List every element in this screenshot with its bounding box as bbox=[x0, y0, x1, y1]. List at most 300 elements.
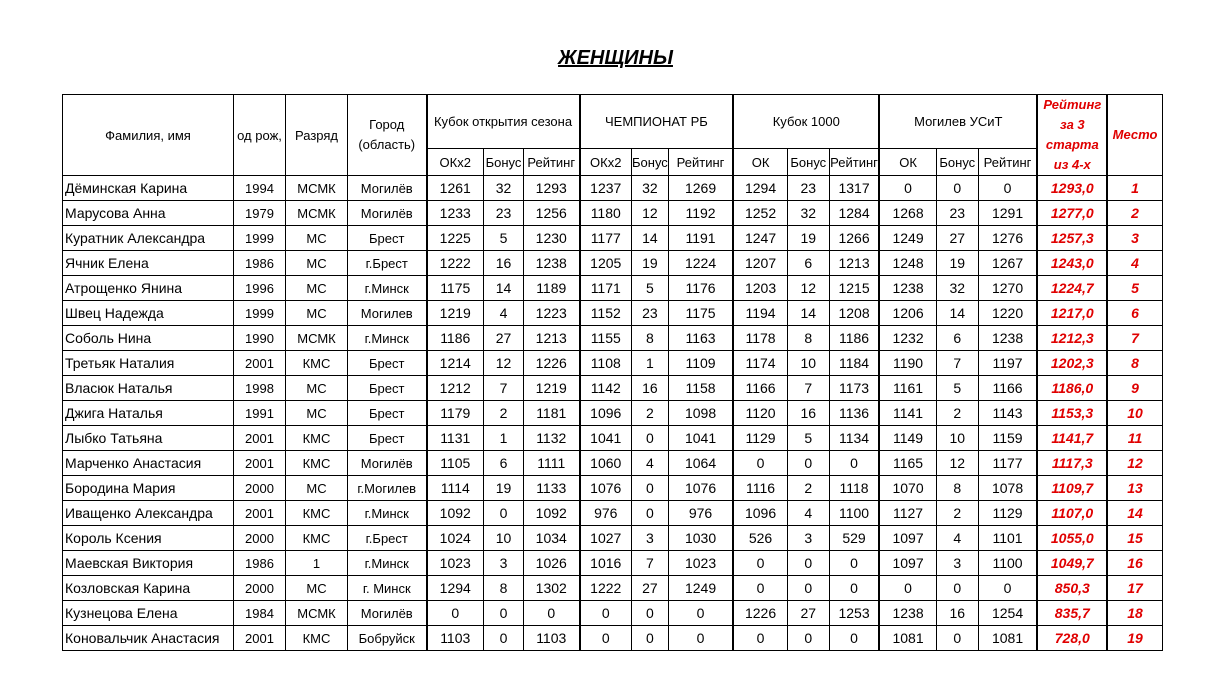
cell-name: Козловская Карина bbox=[63, 576, 234, 601]
table-row bbox=[63, 451, 1163, 476]
cell-ok: 1190 bbox=[879, 351, 936, 376]
table-row bbox=[63, 501, 1163, 526]
subheader-bonus: Бонус bbox=[632, 149, 669, 176]
cell-ok: 1206 bbox=[879, 301, 936, 326]
cell-rating: 1163 bbox=[668, 326, 733, 351]
cell-bonus: 3 bbox=[787, 526, 829, 551]
cell-ok: 1252 bbox=[733, 201, 787, 226]
header-place: Место bbox=[1107, 95, 1162, 176]
cell-rating: 0 bbox=[978, 576, 1037, 601]
cell-ok: 1294 bbox=[427, 576, 484, 601]
cell-place: 2 bbox=[1107, 201, 1162, 226]
cell-rating: 1100 bbox=[829, 501, 879, 526]
cell-ok: 1097 bbox=[879, 526, 936, 551]
subheader-ok: ОК bbox=[733, 149, 787, 176]
cell-rank: КМС bbox=[286, 351, 348, 376]
cell-bonus: 6 bbox=[787, 251, 829, 276]
cell-place: 9 bbox=[1107, 376, 1162, 401]
cell-ok: 1222 bbox=[427, 251, 484, 276]
cell-rating: 1026 bbox=[524, 551, 580, 576]
cell-rating: 1219 bbox=[524, 376, 580, 401]
table-row bbox=[63, 301, 1163, 326]
cell-bonus: 0 bbox=[787, 576, 829, 601]
table-row bbox=[63, 426, 1163, 451]
cell-name: Марусова Анна bbox=[63, 201, 234, 226]
cell-rating-3: 1049,7 bbox=[1037, 551, 1107, 576]
cell-rank: КМС bbox=[286, 626, 348, 651]
cell-rating: 0 bbox=[668, 626, 733, 651]
cell-rating: 1213 bbox=[829, 251, 879, 276]
cell-year: 1996 bbox=[234, 276, 286, 301]
cell-rating-3: 850,3 bbox=[1037, 576, 1107, 601]
cell-rating: 1100 bbox=[978, 551, 1037, 576]
cell-ok: 1175 bbox=[427, 276, 484, 301]
cell-rating: 1249 bbox=[668, 576, 733, 601]
cell-bonus: 27 bbox=[787, 601, 829, 626]
cell-bonus: 4 bbox=[484, 301, 524, 326]
cell-bonus: 3 bbox=[632, 526, 669, 551]
cell-bonus: 32 bbox=[936, 276, 978, 301]
cell-bonus: 19 bbox=[787, 226, 829, 251]
cell-rating: 1226 bbox=[524, 351, 580, 376]
cell-bonus: 5 bbox=[936, 376, 978, 401]
cell-city: Могилёв bbox=[348, 176, 427, 201]
cell-bonus: 27 bbox=[632, 576, 669, 601]
cell-city: Брест bbox=[348, 401, 427, 426]
cell-bonus: 0 bbox=[632, 426, 669, 451]
cell-bonus: 8 bbox=[787, 326, 829, 351]
cell-rating: 1109 bbox=[668, 351, 733, 376]
cell-bonus: 0 bbox=[787, 551, 829, 576]
cell-bonus: 12 bbox=[484, 351, 524, 376]
cell-ok: 1081 bbox=[879, 626, 936, 651]
cell-ok: 0 bbox=[580, 601, 632, 626]
cell-name: Кузнецова Елена bbox=[63, 601, 234, 626]
cell-rank: МСМК bbox=[286, 601, 348, 626]
cell-bonus: 19 bbox=[484, 476, 524, 501]
cell-year: 1994 bbox=[234, 176, 286, 201]
cell-year: 1999 bbox=[234, 226, 286, 251]
subheader-rating: Рейтинг bbox=[668, 149, 733, 176]
cell-rank: МС bbox=[286, 576, 348, 601]
cell-ok: 1103 bbox=[427, 626, 484, 651]
header-rating-3: Рейтинг за 3 старта из 4-х bbox=[1037, 95, 1107, 176]
subheader-ok: ОКх2 bbox=[580, 149, 632, 176]
cell-year: 1984 bbox=[234, 601, 286, 626]
cell-rating: 1184 bbox=[829, 351, 879, 376]
cell-bonus: 12 bbox=[632, 201, 669, 226]
cell-ok: 1141 bbox=[879, 401, 936, 426]
cell-bonus: 7 bbox=[936, 351, 978, 376]
cell-name: Куратник Александра bbox=[63, 226, 234, 251]
cell-rating: 0 bbox=[829, 551, 879, 576]
cell-name: Атрощенко Янина bbox=[63, 276, 234, 301]
cell-rating: 1098 bbox=[668, 401, 733, 426]
cell-rating-3: 1202,3 bbox=[1037, 351, 1107, 376]
cell-rating: 1092 bbox=[524, 501, 580, 526]
cell-ok: 1248 bbox=[879, 251, 936, 276]
cell-rating: 1291 bbox=[978, 201, 1037, 226]
cell-bonus: 6 bbox=[484, 451, 524, 476]
cell-rating-3: 1107,0 bbox=[1037, 501, 1107, 526]
table-row bbox=[63, 276, 1163, 301]
cell-ok: 1142 bbox=[580, 376, 632, 401]
cell-place: 15 bbox=[1107, 526, 1162, 551]
cell-bonus: 19 bbox=[936, 251, 978, 276]
cell-place: 14 bbox=[1107, 501, 1162, 526]
cell-bonus: 0 bbox=[787, 626, 829, 651]
cell-bonus: 2 bbox=[936, 501, 978, 526]
cell-rating: 1302 bbox=[524, 576, 580, 601]
cell-bonus: 4 bbox=[632, 451, 669, 476]
cell-bonus: 2 bbox=[484, 401, 524, 426]
cell-bonus: 14 bbox=[632, 226, 669, 251]
table-row bbox=[63, 626, 1163, 651]
cell-bonus: 19 bbox=[632, 251, 669, 276]
cell-rating: 0 bbox=[524, 601, 580, 626]
cell-bonus: 8 bbox=[632, 326, 669, 351]
cell-rank: МСМК bbox=[286, 326, 348, 351]
cell-bonus: 1 bbox=[632, 351, 669, 376]
cell-bonus: 12 bbox=[936, 451, 978, 476]
cell-ok: 1108 bbox=[580, 351, 632, 376]
cell-bonus: 0 bbox=[484, 501, 524, 526]
subheader-bonus: Бонус bbox=[936, 149, 978, 176]
cell-rank: МС bbox=[286, 276, 348, 301]
cell-ok: 1155 bbox=[580, 326, 632, 351]
cell-rating-3: 1293,0 bbox=[1037, 176, 1107, 201]
cell-bonus: 16 bbox=[632, 376, 669, 401]
cell-bonus: 6 bbox=[936, 326, 978, 351]
cell-bonus: 10 bbox=[936, 426, 978, 451]
cell-name: Бородина Мария bbox=[63, 476, 234, 501]
cell-ok: 1070 bbox=[879, 476, 936, 501]
cell-rating-3: 1277,0 bbox=[1037, 201, 1107, 226]
cell-bonus: 1 bbox=[484, 426, 524, 451]
cell-year: 2001 bbox=[234, 351, 286, 376]
table-row bbox=[63, 476, 1163, 501]
cell-rating-3: 1243,0 bbox=[1037, 251, 1107, 276]
cell-city: г.Минск bbox=[348, 551, 427, 576]
cell-rating: 1111 bbox=[524, 451, 580, 476]
cell-city: Могилёв bbox=[348, 201, 427, 226]
header-year: од рож, bbox=[234, 95, 286, 176]
cell-bonus: 0 bbox=[936, 576, 978, 601]
cell-place: 7 bbox=[1107, 326, 1162, 351]
subheader-bonus: Бонус bbox=[787, 149, 829, 176]
cell-bonus: 10 bbox=[787, 351, 829, 376]
cell-place: 3 bbox=[1107, 226, 1162, 251]
cell-ok: 1178 bbox=[733, 326, 787, 351]
cell-city: Могилёв bbox=[348, 601, 427, 626]
cell-place: 5 bbox=[1107, 276, 1162, 301]
cell-bonus: 14 bbox=[936, 301, 978, 326]
cell-rating: 1129 bbox=[978, 501, 1037, 526]
cell-ok: 1249 bbox=[879, 226, 936, 251]
cell-rank: КМС bbox=[286, 526, 348, 551]
cell-rating-3: 728,0 bbox=[1037, 626, 1107, 651]
cell-ok: 1096 bbox=[733, 501, 787, 526]
cell-year: 1999 bbox=[234, 301, 286, 326]
table-row bbox=[63, 226, 1163, 251]
cell-bonus: 0 bbox=[632, 501, 669, 526]
cell-year: 1979 bbox=[234, 201, 286, 226]
cell-ok: 1207 bbox=[733, 251, 787, 276]
cell-rating: 1254 bbox=[978, 601, 1037, 626]
cell-place: 12 bbox=[1107, 451, 1162, 476]
cell-bonus: 23 bbox=[787, 176, 829, 201]
cell-bonus: 7 bbox=[632, 551, 669, 576]
cell-rating: 1220 bbox=[978, 301, 1037, 326]
cell-rating: 1158 bbox=[668, 376, 733, 401]
subheader-rating: Рейтинг bbox=[524, 149, 580, 176]
table-row bbox=[63, 176, 1163, 201]
cell-bonus: 8 bbox=[484, 576, 524, 601]
cell-ok: 1076 bbox=[580, 476, 632, 501]
cell-city: Брест bbox=[348, 226, 427, 251]
cell-bonus: 3 bbox=[484, 551, 524, 576]
cell-ok: 0 bbox=[879, 576, 936, 601]
cell-year: 2001 bbox=[234, 626, 286, 651]
cell-rating: 1133 bbox=[524, 476, 580, 501]
cell-year: 2001 bbox=[234, 451, 286, 476]
cell-year: 2000 bbox=[234, 476, 286, 501]
cell-rank: 1 bbox=[286, 551, 348, 576]
cell-rating: 1317 bbox=[829, 176, 879, 201]
cell-ok: 0 bbox=[733, 626, 787, 651]
cell-year: 1990 bbox=[234, 326, 286, 351]
cell-city: Брест bbox=[348, 351, 427, 376]
cell-name: Иващенко Александра bbox=[63, 501, 234, 526]
cell-ok: 1219 bbox=[427, 301, 484, 326]
table-row bbox=[63, 326, 1163, 351]
cell-bonus: 0 bbox=[632, 601, 669, 626]
cell-year: 1998 bbox=[234, 376, 286, 401]
cell-rank: МС bbox=[286, 376, 348, 401]
cell-rating: 1208 bbox=[829, 301, 879, 326]
cell-rating-3: 1153,3 bbox=[1037, 401, 1107, 426]
cell-bonus: 2 bbox=[787, 476, 829, 501]
cell-city: г.Могилев bbox=[348, 476, 427, 501]
cell-ok: 1205 bbox=[580, 251, 632, 276]
table-row bbox=[63, 601, 1163, 626]
cell-bonus: 0 bbox=[632, 476, 669, 501]
subheader-ok: ОК bbox=[879, 149, 936, 176]
cell-rating: 1266 bbox=[829, 226, 879, 251]
cell-rating: 1256 bbox=[524, 201, 580, 226]
cell-bonus: 23 bbox=[484, 201, 524, 226]
cell-place: 16 bbox=[1107, 551, 1162, 576]
cell-year: 1986 bbox=[234, 251, 286, 276]
cell-place: 13 bbox=[1107, 476, 1162, 501]
cell-rating-3: 1109,7 bbox=[1037, 476, 1107, 501]
cell-name: Власюк Наталья bbox=[63, 376, 234, 401]
cell-rating: 1238 bbox=[978, 326, 1037, 351]
cell-ok: 1060 bbox=[580, 451, 632, 476]
table-row bbox=[63, 351, 1163, 376]
cell-rating: 1191 bbox=[668, 226, 733, 251]
cell-ok: 1268 bbox=[879, 201, 936, 226]
cell-rating: 1101 bbox=[978, 526, 1037, 551]
header-group-mogilev: Могилев УСиТ bbox=[879, 95, 1037, 149]
cell-place: 17 bbox=[1107, 576, 1162, 601]
cell-rating-3: 1257,3 bbox=[1037, 226, 1107, 251]
cell-bonus: 23 bbox=[632, 301, 669, 326]
cell-bonus: 4 bbox=[787, 501, 829, 526]
cell-ok: 1237 bbox=[580, 176, 632, 201]
cell-rating-3: 1212,3 bbox=[1037, 326, 1107, 351]
cell-rating: 1197 bbox=[978, 351, 1037, 376]
cell-place: 11 bbox=[1107, 426, 1162, 451]
cell-bonus: 2 bbox=[632, 401, 669, 426]
cell-bonus: 27 bbox=[484, 326, 524, 351]
cell-ok: 1232 bbox=[879, 326, 936, 351]
cell-ok: 1171 bbox=[580, 276, 632, 301]
cell-year: 1986 bbox=[234, 551, 286, 576]
cell-rating: 1238 bbox=[524, 251, 580, 276]
page-title: ЖЕНЩИНЫ bbox=[558, 47, 673, 69]
cell-ok: 1129 bbox=[733, 426, 787, 451]
cell-bonus: 32 bbox=[787, 201, 829, 226]
cell-bonus: 5 bbox=[484, 226, 524, 251]
table-row bbox=[63, 401, 1163, 426]
cell-ok: 1238 bbox=[879, 276, 936, 301]
cell-city: г.Брест bbox=[348, 526, 427, 551]
cell-rating: 1103 bbox=[524, 626, 580, 651]
cell-rating-3: 1217,0 bbox=[1037, 301, 1107, 326]
subheader-ok: ОКх2 bbox=[427, 149, 484, 176]
cell-ok: 1116 bbox=[733, 476, 787, 501]
cell-ok: 1016 bbox=[580, 551, 632, 576]
cell-rating: 0 bbox=[668, 601, 733, 626]
cell-rating: 1159 bbox=[978, 426, 1037, 451]
cell-rating: 1081 bbox=[978, 626, 1037, 651]
cell-ok: 1212 bbox=[427, 376, 484, 401]
cell-bonus: 16 bbox=[936, 601, 978, 626]
cell-rating: 1284 bbox=[829, 201, 879, 226]
cell-name: Коновальчик Анастасия bbox=[63, 626, 234, 651]
cell-ok: 1161 bbox=[879, 376, 936, 401]
cell-ok: 1120 bbox=[733, 401, 787, 426]
cell-bonus: 32 bbox=[484, 176, 524, 201]
cell-rating: 1186 bbox=[829, 326, 879, 351]
cell-city: Брест bbox=[348, 376, 427, 401]
cell-ok: 1023 bbox=[427, 551, 484, 576]
cell-name: Маевская Виктория bbox=[63, 551, 234, 576]
cell-ok: 1180 bbox=[580, 201, 632, 226]
cell-rank: МС bbox=[286, 251, 348, 276]
cell-city: Бобруйск bbox=[348, 626, 427, 651]
cell-place: 19 bbox=[1107, 626, 1162, 651]
cell-name: Король Ксения bbox=[63, 526, 234, 551]
cell-bonus: 8 bbox=[936, 476, 978, 501]
cell-name: Дёминская Карина bbox=[63, 176, 234, 201]
header-group-championship: ЧЕМПИОНАТ РБ bbox=[580, 95, 734, 149]
cell-place: 10 bbox=[1107, 401, 1162, 426]
cell-ok: 1097 bbox=[879, 551, 936, 576]
cell-place: 4 bbox=[1107, 251, 1162, 276]
subheader-rating: Рейтинг bbox=[829, 149, 879, 176]
subheader-rating: Рейтинг bbox=[978, 149, 1037, 176]
cell-rank: МС bbox=[286, 401, 348, 426]
cell-city: г.Минск bbox=[348, 326, 427, 351]
cell-bonus: 16 bbox=[484, 251, 524, 276]
cell-ok: 1024 bbox=[427, 526, 484, 551]
cell-rating: 1224 bbox=[668, 251, 733, 276]
cell-year: 2001 bbox=[234, 426, 286, 451]
cell-ok: 1114 bbox=[427, 476, 484, 501]
cell-ok: 1186 bbox=[427, 326, 484, 351]
cell-rating-3: 1117,3 bbox=[1037, 451, 1107, 476]
cell-bonus: 7 bbox=[787, 376, 829, 401]
cell-ok: 1027 bbox=[580, 526, 632, 551]
cell-rating: 1136 bbox=[829, 401, 879, 426]
cell-rank: МСМК bbox=[286, 201, 348, 226]
cell-bonus: 0 bbox=[632, 626, 669, 651]
cell-rating: 1270 bbox=[978, 276, 1037, 301]
cell-name: Джига Наталья bbox=[63, 401, 234, 426]
cell-rating: 1215 bbox=[829, 276, 879, 301]
cell-ok: 1194 bbox=[733, 301, 787, 326]
cell-rating: 1267 bbox=[978, 251, 1037, 276]
cell-rating: 1192 bbox=[668, 201, 733, 226]
cell-year: 2001 bbox=[234, 501, 286, 526]
cell-rank: МС bbox=[286, 226, 348, 251]
cell-bonus: 2 bbox=[936, 401, 978, 426]
cell-rating: 1041 bbox=[668, 426, 733, 451]
cell-ok: 1165 bbox=[879, 451, 936, 476]
cell-rating: 1253 bbox=[829, 601, 879, 626]
cell-ok: 1105 bbox=[427, 451, 484, 476]
cell-rating: 1181 bbox=[524, 401, 580, 426]
cell-bonus: 32 bbox=[632, 176, 669, 201]
cell-rating: 1064 bbox=[668, 451, 733, 476]
cell-city: Могилёв bbox=[348, 451, 427, 476]
cell-rank: КМС bbox=[286, 426, 348, 451]
header-city: Город (область) bbox=[348, 95, 427, 176]
cell-ok: 1261 bbox=[427, 176, 484, 201]
cell-bonus: 0 bbox=[484, 626, 524, 651]
cell-ok: 1233 bbox=[427, 201, 484, 226]
cell-city: г. Минск bbox=[348, 576, 427, 601]
cell-ok: 1222 bbox=[580, 576, 632, 601]
cell-rating: 1118 bbox=[829, 476, 879, 501]
cell-ok: 1092 bbox=[427, 501, 484, 526]
cell-rating-3: 1224,7 bbox=[1037, 276, 1107, 301]
cell-ok: 0 bbox=[733, 451, 787, 476]
cell-rank: КМС bbox=[286, 451, 348, 476]
results-table bbox=[62, 94, 1163, 651]
table-row bbox=[63, 526, 1163, 551]
cell-rating: 1173 bbox=[829, 376, 879, 401]
cell-bonus: 14 bbox=[787, 301, 829, 326]
cell-rating: 1143 bbox=[978, 401, 1037, 426]
cell-rating: 1023 bbox=[668, 551, 733, 576]
cell-year: 2000 bbox=[234, 576, 286, 601]
header-rank: Разряд bbox=[286, 95, 348, 176]
cell-city: Могилев bbox=[348, 301, 427, 326]
cell-ok: 1247 bbox=[733, 226, 787, 251]
cell-bonus: 0 bbox=[936, 626, 978, 651]
cell-name: Третьяк Наталия bbox=[63, 351, 234, 376]
cell-name: Ячник Елена bbox=[63, 251, 234, 276]
cell-city: г.Минск bbox=[348, 501, 427, 526]
cell-rating: 0 bbox=[978, 176, 1037, 201]
cell-rating: 1034 bbox=[524, 526, 580, 551]
table-row bbox=[63, 376, 1163, 401]
cell-rating-3: 835,7 bbox=[1037, 601, 1107, 626]
cell-ok: 1203 bbox=[733, 276, 787, 301]
